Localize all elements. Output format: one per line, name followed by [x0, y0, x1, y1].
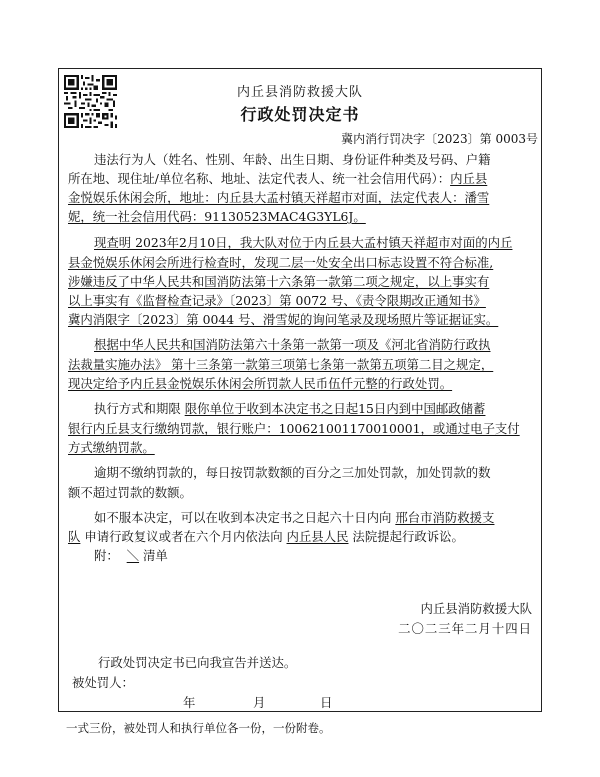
violator-line-2: 所在地、现住址/单位名称、地址、法定代表人、统一社会信用代码）：内丘县 [68, 171, 488, 186]
violator-line-3: 金悦娱乐休闲会所，地址：内丘县大孟村镇天祥超市对面，法定代表人：潘雪 [68, 190, 490, 205]
findings-line-1: 现查明 2023年2月10日，我大队对位于内丘县大孟村镇天祥超市对面的内丘 [94, 235, 513, 250]
document-title: 行政处罚决定书 [240, 105, 360, 124]
recipient-label: 被处罚人： [72, 675, 134, 690]
receipt-year: 年 [183, 695, 196, 710]
copies-footnote: 一式三份，被处罚人和执行单位各一份，一份附卷。 [66, 721, 331, 735]
signing-date: 二〇二三年二月十四日 [398, 621, 532, 636]
decision-line-1: 根据中华人民共和国消防法第六十条第一款第一项及《河北省消防行政执 [94, 337, 491, 352]
document-number: 冀内消行罚决字〔2023〕第 0003号 [341, 132, 538, 146]
findings-line-3: 涉嫌违反了中华人民共和国消防法第十六条第一款第二项之规定，以上事实有 [68, 274, 490, 289]
decision-line-2: 法裁量实施办法》 第十三条第一款第三项第七条第一款第五项第二目之规定， [68, 357, 494, 372]
violator-line-4: 妮，统一社会信用代码：91130523MAC4G3YL6J。 [68, 209, 366, 224]
receipt-day: 日 [320, 695, 333, 710]
receipt-month: 月 [253, 695, 266, 710]
signing-agency: 内丘县消防救援大队 [420, 601, 532, 616]
findings-line-4: 以上事实有《监督检查记录》〔2023〕第 0072 号、《责令限期改正通知书》 [68, 293, 486, 308]
appeal-line-1: 如不服本决定，可以在收到本决定书之日起六十日内向 邢台市消防救援支 [94, 510, 495, 525]
overdue-line-1: 逾期不缴纳罚款的，每日按罚款数额的百分之三加处罚款，加处罚款的数 [94, 465, 491, 480]
execution-line-3: 方式缴纳罚款。 [68, 440, 155, 455]
findings-line-2: 县金悦娱乐休闲会所进行检查时，发现二层一处安全出口标志设置不符合标准, [68, 255, 494, 270]
execution-line-2: 银行内丘县支行缴纳罚款，银行账户：100621001170010001，或通过电子支付 [68, 421, 520, 436]
issuing-agency: 内丘县消防救援大队 [236, 85, 363, 100]
attachment-line: 附： ＼ 清单 [94, 548, 168, 563]
appeal-line-2: 队 申请行政复议或者在六个月内依法向 内丘县人民 法院提起行政诉讼。 [68, 529, 464, 544]
findings-line-5: 冀内消限字〔2023〕第 0044 号、滑雪妮的询问笔录及现场照片等证据证实。 [68, 312, 499, 327]
overdue-line-2: 额不超过罚款的数额。 [68, 485, 192, 500]
execution-line-1: 执行方式和期限 限你单位于收到本决定书之日起15日内到中国邮政储蓄 [94, 401, 486, 416]
violator-line-1: 违法行为人（姓名、性别、年龄、出生日期、身份证件种类及号码、户籍 [94, 152, 491, 167]
decision-line-3: 现决定给予内丘县金悦娱乐休闲会所罚款人民币伍仟元整的行政处罚。 [68, 376, 453, 391]
receipt-statement: 行政处罚决定书已向我宣告并送达。 [98, 655, 297, 670]
